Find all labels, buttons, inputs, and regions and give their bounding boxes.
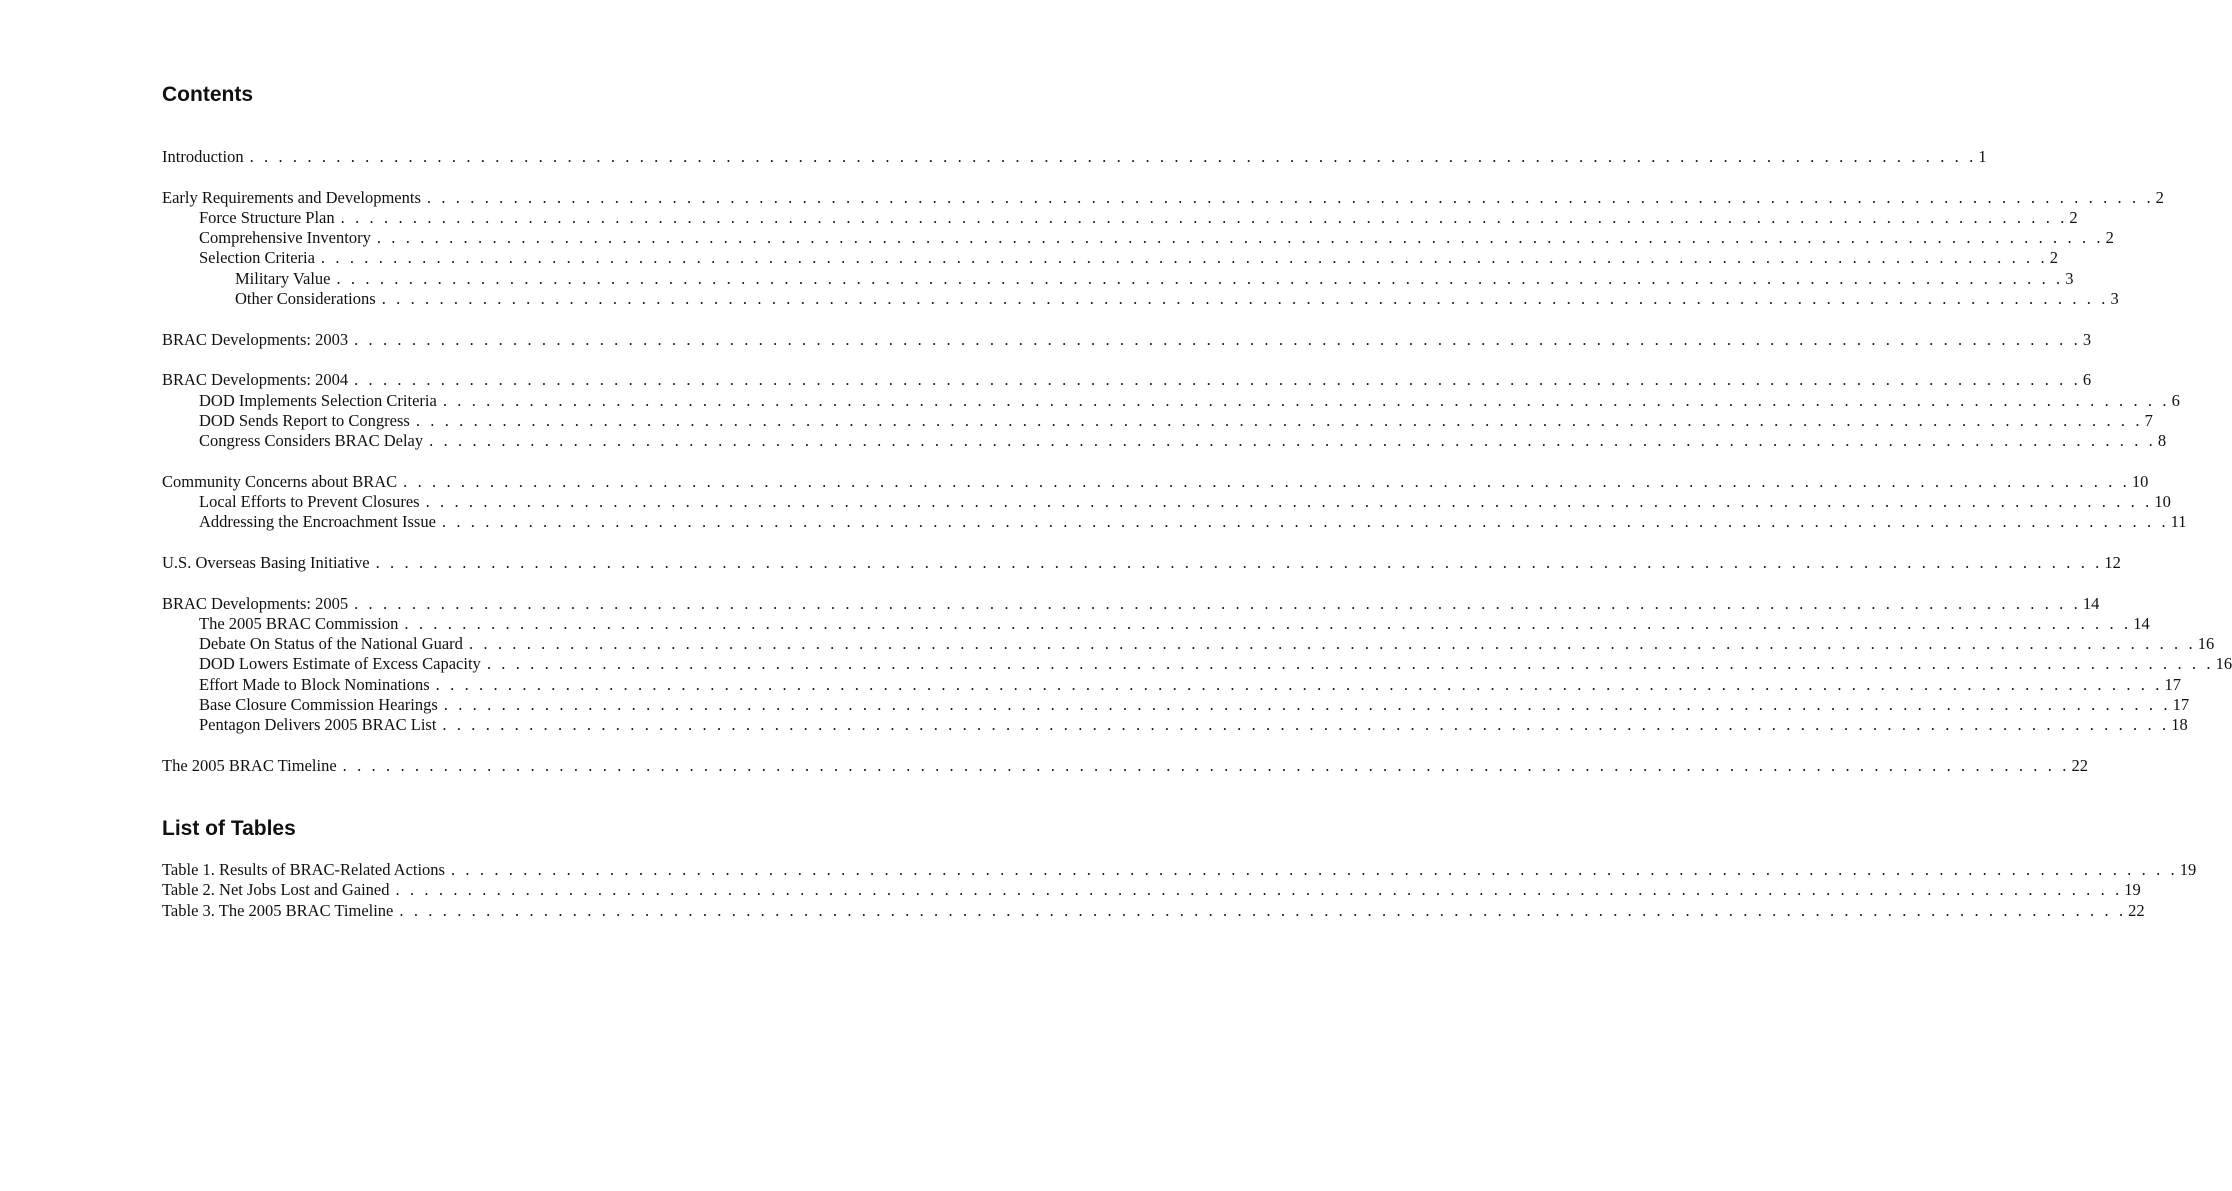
toc-leader-dots: . . . . . . . . . . . . . . . . . . . . . . . . . . . . . . . . . . . . . . . . . . . . . . . . . . . . . . . . . . . . . . . . . . . . . . . . . . . . . . . . . . . . . . . . . . . . . . . . . . . . . . . . . . . . . . . . . . . . . . . . xyxy=(249,147,1977,166)
toc-leader-dots: . . . . . . . . . . . . . . . . . . . . . . . . . . . . . . . . . . . . . . . . . . . . . . . . . . . . . . . . . . . . . . . . . . . . . . . . . . . . . . . . . . . . . . . . . . . . . . . . . . . . . . . . . . . . . . . . . . . . . . . . xyxy=(429,431,2156,451)
toc-entry[interactable] xyxy=(162,390,2180,411)
toc-entry-title: Addressing the Encroachment Issue xyxy=(199,512,436,532)
toc-entry[interactable] xyxy=(162,880,2141,900)
toc-page-number: 8 xyxy=(2157,431,2167,451)
toc-page-number: 2 xyxy=(2105,228,2114,248)
toc-entry[interactable] xyxy=(162,471,2149,492)
toc-entry[interactable] xyxy=(162,654,2232,674)
toc-leader-dots: . . . . . . . . . . . . . . . . . . . . . . . . . . . . . . . . . . . . . . . . . . . . . . . . . . . . . . . . . . . . . . . . . . . . . . . . . . . . . . . . . . . . . . . . . . . . . . . . . . . . . . . . . . . . . . . . . . . . . . . . xyxy=(403,471,2130,491)
toc-entry[interactable] xyxy=(162,492,2171,512)
toc-page-number: 2 xyxy=(2155,187,2164,207)
toc-entry-title: Pentagon Delivers 2005 BRAC List xyxy=(199,715,437,735)
toc-entry-title: DOD Sends Report to Congress xyxy=(199,410,410,430)
contents-list xyxy=(162,147,2232,776)
toc-entry-title: DOD Lowers Estimate of Excess Capacity xyxy=(199,654,481,674)
toc-entry[interactable] xyxy=(162,634,2215,654)
toc-page-number: 17 xyxy=(2172,695,2190,715)
toc-leader-dots: . . . . . . . . . . . . . . . . . . . . . . . . . . . . . . . . . . . . . . . . . . . . . . . . . . . . . . . . . . . . . . . . . . . . . . . . . . . . . . . . . . . . . . . . . . . . . . . . . . . . . . . . . . . . . . . . . . . . . . . . xyxy=(443,695,2171,715)
toc-entry[interactable] xyxy=(162,207,2078,228)
contents-heading: Contents xyxy=(162,83,253,106)
toc-page-number: 2 xyxy=(2049,248,2058,268)
toc-entry[interactable] xyxy=(162,552,2121,573)
toc-leader-dots: . . . . . . . . . . . . . . . . . . . . . . . . . . . . . . . . . . . . . . . . . . . . . . . . . . . . . . . . . . . . . . . . . . . . . . . . . . . . . . . . . . . . . . . . . . . . . . . . . . . . . . . . . . . . . . . . . . . . . . . . xyxy=(354,370,2081,390)
toc-entry[interactable] xyxy=(162,289,2119,309)
tables-list xyxy=(162,860,2197,921)
toc-entry[interactable] xyxy=(162,147,1987,167)
toc-entry-title: BRAC Developments: 2004 xyxy=(162,370,349,390)
toc-entry[interactable] xyxy=(162,268,2074,289)
toc-leader-dots: . . . . . . . . . . . . . . . . . . . . . . . . . . . . . . . . . . . . . . . . . . . . . . . . . . . . . . . . . . . . . . . . . . . . . . . . . . . . . . . . . . . . . . . . . . . . . . . . . . . . . . . . . . . . . . . . . . . . . . . . xyxy=(435,674,2163,694)
toc-page-number: 1 xyxy=(1978,147,1987,166)
toc-entry-title: The 2005 BRAC Timeline xyxy=(162,755,337,775)
toc-entry[interactable] xyxy=(162,860,2197,880)
toc-leader-dots: . . . . . . . . . . . . . . . . . . . . . . . . . . . . . . . . . . . . . . . . . . . . . . . . . . . . . . . . . . . . . . . . . . . . . . . . . . . . . . . . . . . . . . . . . . . . . . . . . . . . . . . . . . . . . . . . . . . . . . . . xyxy=(441,512,2169,532)
toc-leader-dots: . . . . . . . . . . . . . . . . . . . . . . . . . . . . . . . . . . . . . . . . . . . . . . . . . . . . . . . . . . . . . . . . . . . . . . . . . . . . . . . . . . . . . . . . . . . . . . . . . . . . . . . . . . . . . . . . . . . . . . . . xyxy=(320,248,2048,268)
toc-entry-title: Debate On Status of the National Guard xyxy=(199,634,463,654)
toc-entry-title: Table 2. Net Jobs Lost and Gained xyxy=(162,880,390,900)
toc-leader-dots: . . . . . . . . . . . . . . . . . . . . . . . . . . . . . . . . . . . . . . . . . . . . . . . . . . . . . . . . . . . . . . . . . . . . . . . . . . . . . . . . . . . . . . . . . . . . . . . . . . . . . . . . . . . . . . . . . . . . . . . . xyxy=(395,880,2123,900)
toc-page-number: 11 xyxy=(2170,512,2187,532)
toc-entry-title: Base Closure Commission Hearings xyxy=(199,695,438,715)
toc-entry-title: U.S. Overseas Basing Initiative xyxy=(162,552,370,572)
toc-leader-dots: . . . . . . . . . . . . . . . . . . . . . . . . . . . . . . . . . . . . . . . . . . . . . . . . . . . . . . . . . . . . . . . . . . . . . . . . . . . . . . . . . . . . . . . . . . . . . . . . . . . . . . . . . . . . . . . . . . . . . . . . xyxy=(442,715,2170,735)
toc-entry-title: The 2005 BRAC Commission xyxy=(199,613,399,633)
toc-leader-dots: . . . . . . . . . . . . . . . . . . . . . . . . . . . . . . . . . . . . . . . . . . . . . . . . . . . . . . . . . . . . . . . . . . . . . . . . . . . . . . . . . . . . . . . . . . . . . . . . . . . . . . . . . . . . . . . . . . . . . . . . xyxy=(336,268,2064,288)
toc-entry-title: Comprehensive Inventory xyxy=(199,228,371,248)
toc-entry[interactable] xyxy=(162,512,2187,532)
toc-entry-title: Early Requirements and Developments xyxy=(162,187,421,207)
toc-entry-title: Community Concerns about BRAC xyxy=(162,471,398,491)
toc-leader-dots: . . . . . . . . . . . . . . . . . . . . . . . . . . . . . . . . . . . . . . . . . . . . . . . . . . . . . . . . . . . . . . . . . . . . . . . . . . . . . . . . . . . . . . . . . . . . . . . . . . . . . . . . . . . . . . . . . . . . . . . . xyxy=(425,492,2153,512)
toc-leader-dots: . . . . . . . . . . . . . . . . . . . . . . . . . . . . . . . . . . . . . . . . . . . . . . . . . . . . . . . . . . . . . . . . . . . . . . . . . . . . . . . . . . . . . . . . . . . . . . . . . . . . . . . . . . . . . . . . . . . . . . . . xyxy=(399,900,2127,920)
toc-leader-dots: . . . . . . . . . . . . . . . . . . . . . . . . . . . . . . . . . . . . . . . . . . . . . . . . . . . . . . . . . . . . . . . . . . . . . . . . . . . . . . . . . . . . . . . . . . . . . . . . . . . . . . . . . . . . . . . . . . . . . . . . xyxy=(450,860,2178,879)
toc-page-number: 2 xyxy=(2069,207,2078,227)
toc-entry[interactable] xyxy=(162,695,2190,715)
toc-entry-title: Force Structure Plan xyxy=(199,207,335,227)
toc-entry-title: Local Efforts to Prevent Closures xyxy=(199,492,420,512)
list-of-tables-heading: List of Tables xyxy=(162,817,296,840)
toc-page-number: 3 xyxy=(2065,268,2074,288)
toc-entry[interactable] xyxy=(162,329,2092,350)
toc-entry[interactable] xyxy=(162,613,2150,634)
toc-leader-dots: . . . . . . . . . . . . . . . . . . . . . . . . . . . . . . . . . . . . . . . . . . . . . . . . . . . . . . . . . . . . . . . . . . . . . . . . . . . . . . . . . . . . . . . . . . . . . . . . . . . . . . . . . . . . . . . . . . . . . . . . xyxy=(340,207,2068,227)
toc-leader-dots: . . . . . . . . . . . . . . . . . . . . . . . . . . . . . . . . . . . . . . . . . . . . . . . . . . . . . . . . . . . . . . . . . . . . . . . . . . . . . . . . . . . . . . . . . . . . . . . . . . . . . . . . . . . . . . . . . . . . . . . . xyxy=(404,613,2132,633)
toc-page-number: 14 xyxy=(2082,593,2100,613)
toc-page-number: 18 xyxy=(2171,715,2188,735)
toc-leader-dots: . . . . . . . . . . . . . . . . . . . . . . . . . . . . . . . . . . . . . . . . . . . . . . . . . . . . . . . . . . . . . . . . . . . . . . . . . . . . . . . . . . . . . . . . . . . . . . . . . . . . . . . . . . . . . . . . . . . . . . . . xyxy=(342,755,2070,775)
toc-entry[interactable] xyxy=(162,370,2092,390)
toc-entry-title: Table 1. Results of BRAC-Related Actions xyxy=(162,860,445,879)
toc-page-number: 16 xyxy=(2197,634,2215,654)
toc-page-number: 22 xyxy=(2071,755,2088,775)
toc-entry-title: BRAC Developments: 2003 xyxy=(162,329,349,349)
toc-page-number: 17 xyxy=(2164,674,2181,694)
toc-entry[interactable] xyxy=(162,410,2153,431)
toc-entry[interactable] xyxy=(162,431,2167,451)
toc-entry[interactable] xyxy=(162,715,2188,735)
toc-entry-title: Selection Criteria xyxy=(199,248,315,268)
toc-entry[interactable] xyxy=(162,228,2114,248)
toc-entry[interactable] xyxy=(162,187,2164,208)
toc-entry-title: Military Value xyxy=(235,268,331,288)
toc-entry-title: Effort Made to Block Nominations xyxy=(199,674,430,694)
toc-page-number: 3 xyxy=(2082,329,2092,349)
toc-entry-title: Introduction xyxy=(162,147,244,166)
toc-leader-dots: . . . . . . . . . . . . . . . . . . . . . . . . . . . . . . . . . . . . . . . . . . . . . . . . . . . . . . . . . . . . . . . . . . . . . . . . . . . . . . . . . . . . . . . . . . . . . . . . . . . . . . . . . . . . . . . . . . . . . . . . xyxy=(376,228,2104,248)
toc-entry[interactable] xyxy=(162,900,2145,921)
toc-entry[interactable] xyxy=(162,674,2181,695)
toc-page-number: 6 xyxy=(2082,370,2092,390)
toc-entry-title: Table 3. The 2005 BRAC Timeline xyxy=(162,900,394,920)
toc-entry-title: Congress Considers BRAC Delay xyxy=(199,431,424,451)
toc-page-number: 10 xyxy=(2154,492,2171,512)
toc-entry[interactable] xyxy=(162,248,2058,268)
toc-leader-dots: . . . . . . . . . . . . . . . . . . . . . . . . . . . . . . . . . . . . . . . . . . . . . . . . . . . . . . . . . . . . . . . . . . . . . . . . . . . . . . . . . . . . . . . . . . . . . . . . . . . . . . . . . . . . . . . . . . . . . . . . xyxy=(486,654,2214,674)
toc-page-number: 19 xyxy=(2179,860,2197,879)
toc-page-number: 19 xyxy=(2124,880,2141,900)
toc-page-number: 10 xyxy=(2131,471,2149,491)
toc-leader-dots: . . . . . . . . . . . . . . . . . . . . . . . . . . . . . . . . . . . . . . . . . . . . . . . . . . . . . . . . . . . . . . . . . . . . . . . . . . . . . . . . . . . . . . . . . . . . . . . . . . . . . . . . . . . . . . . . . . . . . . . . xyxy=(415,410,2143,430)
toc-leader-dots: . . . . . . . . . . . . . . . . . . . . . . . . . . . . . . . . . . . . . . . . . . . . . . . . . . . . . . . . . . . . . . . . . . . . . . . . . . . . . . . . . . . . . . . . . . . . . . . . . . . . . . . . . . . . . . . . . . . . . . . . xyxy=(381,289,2109,309)
toc-page-number: 12 xyxy=(2104,552,2121,572)
toc-entry-title: Other Considerations xyxy=(235,289,376,309)
toc-entry-title: BRAC Developments: 2005 xyxy=(162,593,349,613)
toc-entry[interactable] xyxy=(162,593,2100,614)
toc-page-number: 14 xyxy=(2133,613,2150,633)
toc-page-number: 6 xyxy=(2171,390,2180,410)
toc-leader-dots: . . . . . . . . . . . . . . . . . . . . . . . . . . . . . . . . . . . . . . . . . . . . . . . . . . . . . . . . . . . . . . . . . . . . . . . . . . . . . . . . . . . . . . . . . . . . . . . . . . . . . . . . . . . . . . . . . . . . . . . . xyxy=(426,187,2154,207)
toc-entry-title: DOD Implements Selection Criteria xyxy=(199,390,437,410)
toc-page-number: 16 xyxy=(2215,654,2232,674)
toc-leader-dots: . . . . . . . . . . . . . . . . . . . . . . . . . . . . . . . . . . . . . . . . . . . . . . . . . . . . . . . . . . . . . . . . . . . . . . . . . . . . . . . . . . . . . . . . . . . . . . . . . . . . . . . . . . . . . . . . . . . . . . . . xyxy=(468,634,2196,654)
toc-entry[interactable] xyxy=(162,755,2088,776)
toc-page-number: 7 xyxy=(2144,410,2153,430)
toc-leader-dots: . . . . . . . . . . . . . . . . . . . . . . . . . . . . . . . . . . . . . . . . . . . . . . . . . . . . . . . . . . . . . . . . . . . . . . . . . . . . . . . . . . . . . . . . . . . . . . . . . . . . . . . . . . . . . . . . . . . . . . . . xyxy=(442,390,2170,410)
toc-page-number: 3 xyxy=(2110,289,2119,309)
toc-page-number: 22 xyxy=(2128,900,2145,920)
toc-leader-dots: . . . . . . . . . . . . . . . . . . . . . . . . . . . . . . . . . . . . . . . . . . . . . . . . . . . . . . . . . . . . . . . . . . . . . . . . . . . . . . . . . . . . . . . . . . . . . . . . . . . . . . . . . . . . . . . . . . . . . . . . xyxy=(375,552,2103,572)
toc-leader-dots: . . . . . . . . . . . . . . . . . . . . . . . . . . . . . . . . . . . . . . . . . . . . . . . . . . . . . . . . . . . . . . . . . . . . . . . . . . . . . . . . . . . . . . . . . . . . . . . . . . . . . . . . . . . . . . . . . . . . . . . . xyxy=(354,329,2081,349)
toc-leader-dots: . . . . . . . . . . . . . . . . . . . . . . . . . . . . . . . . . . . . . . . . . . . . . . . . . . . . . . . . . . . . . . . . . . . . . . . . . . . . . . . . . . . . . . . . . . . . . . . . . . . . . . . . . . . . . . . . . . . . . . . . xyxy=(354,593,2081,613)
